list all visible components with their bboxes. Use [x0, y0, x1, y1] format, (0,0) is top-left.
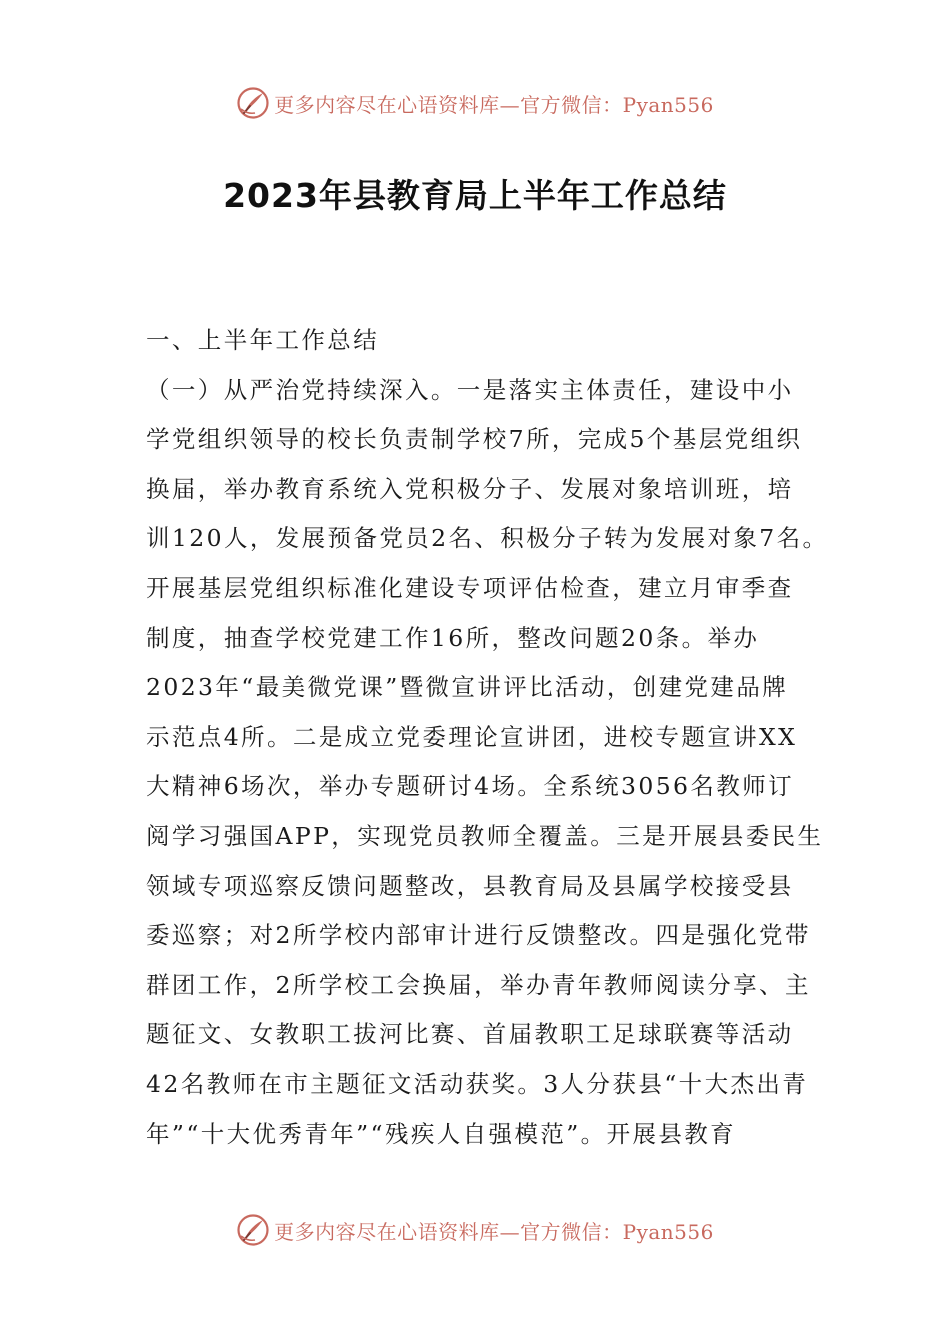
- paragraph-line: （一）从严治党持续深入。一是落实主体责任，建设中小: [146, 375, 794, 404]
- document-title: 2023年县教育局上半年工作总结: [223, 176, 727, 215]
- paragraph-line: 题征文、女教职工拔河比赛、首届教职工足球联赛等活动: [146, 1020, 794, 1049]
- quill-pen-icon: [236, 1213, 270, 1247]
- paragraph-line: 委巡察；对2所学校内部审计进行反馈整改。四是强化党带: [146, 921, 811, 950]
- document-body: [146, 316, 829, 1159]
- header-watermark-text: 更多内容尽在心语资料库—官方微信：Pyan556: [274, 92, 714, 117]
- paragraph-line: 阅学习强国APP，实现党员教师全覆盖。三是开展县委民生: [146, 821, 824, 850]
- paragraph-line: 群团工作，2所学校工会换届，举办青年教师阅读分享、主: [146, 970, 811, 999]
- paragraph-line: 年”“十大优秀青年”“残疾人自强模范”。开展县教育: [146, 1119, 737, 1148]
- footer-watermark-banner: [0, 1210, 950, 1250]
- paragraph-line: 开展基层党组织标准化建设专项评估检查，建立月审季查: [146, 573, 794, 602]
- paragraph-line: 大精神6场次，举办专题研讨4场。全系统3056名教师订: [146, 772, 795, 801]
- paragraph-line: 训120人，发展预备党员2名、积极分子转为发展对象7名。: [146, 524, 829, 553]
- paragraph-line: 2023年“最美微党课”暨微宣讲评比活动，创建党建品牌: [146, 673, 789, 702]
- section-heading: 一、上半年工作总结: [146, 326, 380, 354]
- paragraph-line: 换届，举办教育系统入党积极分子、发展对象培训班，培: [146, 474, 794, 503]
- paragraph-line: 制度，抽查学校党建工作16所，整改问题20条。举办: [146, 623, 760, 652]
- footer-watermark-text: 更多内容尽在心语资料库—官方微信：Pyan556: [274, 1219, 714, 1244]
- paragraph-line: 领域专项巡察反馈问题整改，县教育局及县属学校接受县: [146, 871, 794, 900]
- paragraph-line: 学党组织领导的校长负责制学校7所，完成5个基层党组织: [146, 425, 803, 454]
- header-watermark-banner: [0, 83, 950, 123]
- paragraph-line: 42名教师在市主题征文活动获奖。3人分获县“十大杰出青: [146, 1069, 809, 1098]
- paragraph-line: 示范点4所。二是成立党委理论宣讲团，进校专题宣讲XX: [146, 722, 798, 751]
- quill-pen-icon: [236, 86, 270, 120]
